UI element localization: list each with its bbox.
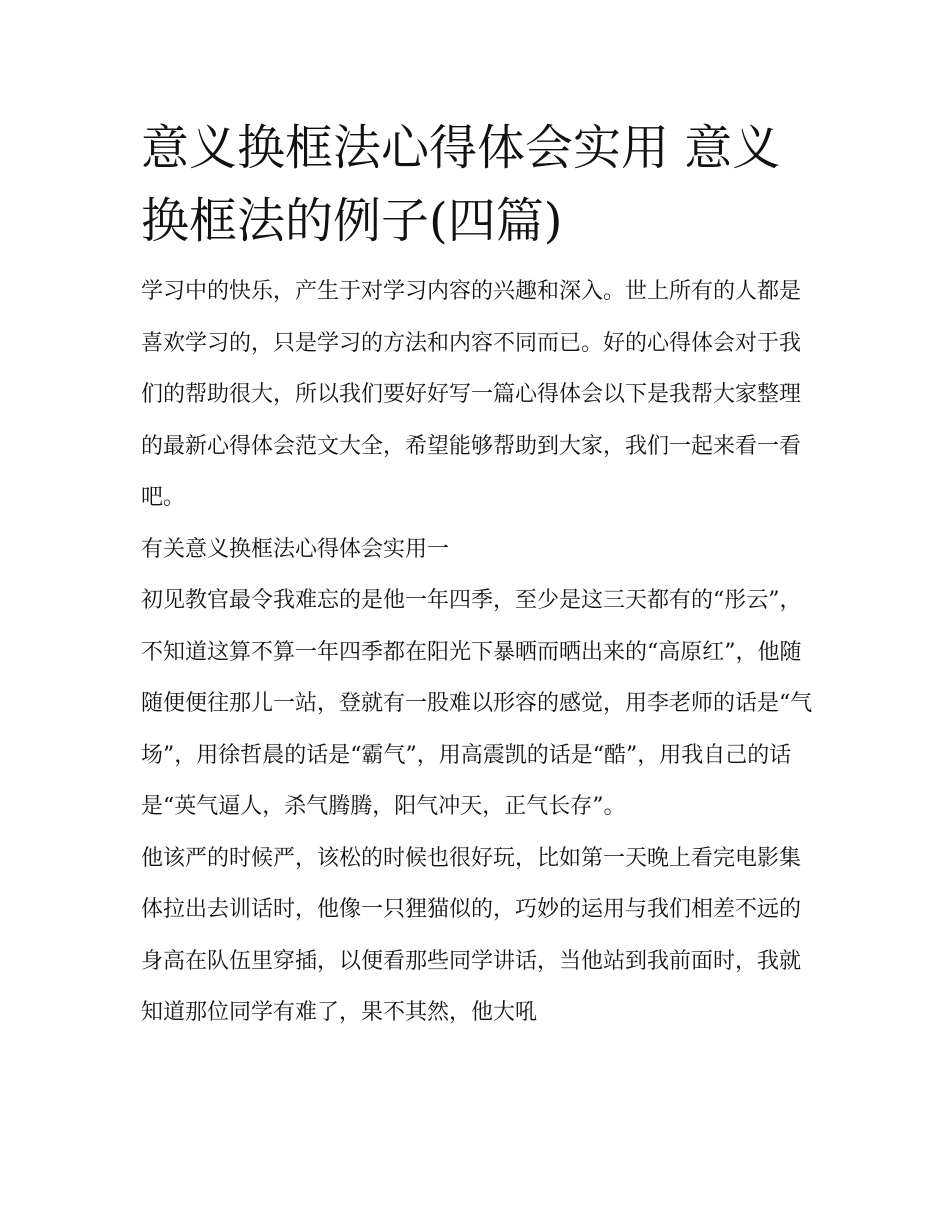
body-paragraph: 初见教官最令我难忘的是他一年四季，至少是这三天都有的“彤云”，不知道这算不算一年四季都在阳光下暴晒而晒出来的“高原红”，他随随便便往那儿一站，登就有一股难以形容的感觉，用李老师的话是“气场”，用徐哲晨的话是“霸气”，用高震凯的话是“酷”，用我自己的话是“英气逼人，杀气腾腾，阳气冲天，正气长存”。	[141, 588, 813, 819]
body-paragraph: 他该严的时候严，该松的时候也很好玩，比如第一天晚上看完电影集体拉出去训话时，他像一只狸猫似的，巧妙的运用与我们相差不远的身高在队伍里穿插，以便看那些同学讲话，当他站到我前面时，我就知道那位同学有难了，果不其然，他大吼	[141, 845, 802, 1025]
document-title: 意义换框法心得体会实用 意义换框法的例子(四篇)	[141, 120, 781, 249]
title-spacer	[141, 258, 813, 266]
intro-paragraph: 学习中的快乐，产生于对学习内容的兴趣和深入。世上所有的人都是喜欢学习的，只是学习的方法和内容不同而已。好的心得体会对于我们的帮助很大，所以我们要好好写一篇心得体会以下是我帮大家整理的最新心得体会范文大全，希望能够帮助到大家，我们一起来看一看吧。	[141, 279, 802, 510]
document-body	[141, 112, 813, 1039]
section-heading: 有关意义换框法心得体会实用一	[141, 536, 450, 562]
